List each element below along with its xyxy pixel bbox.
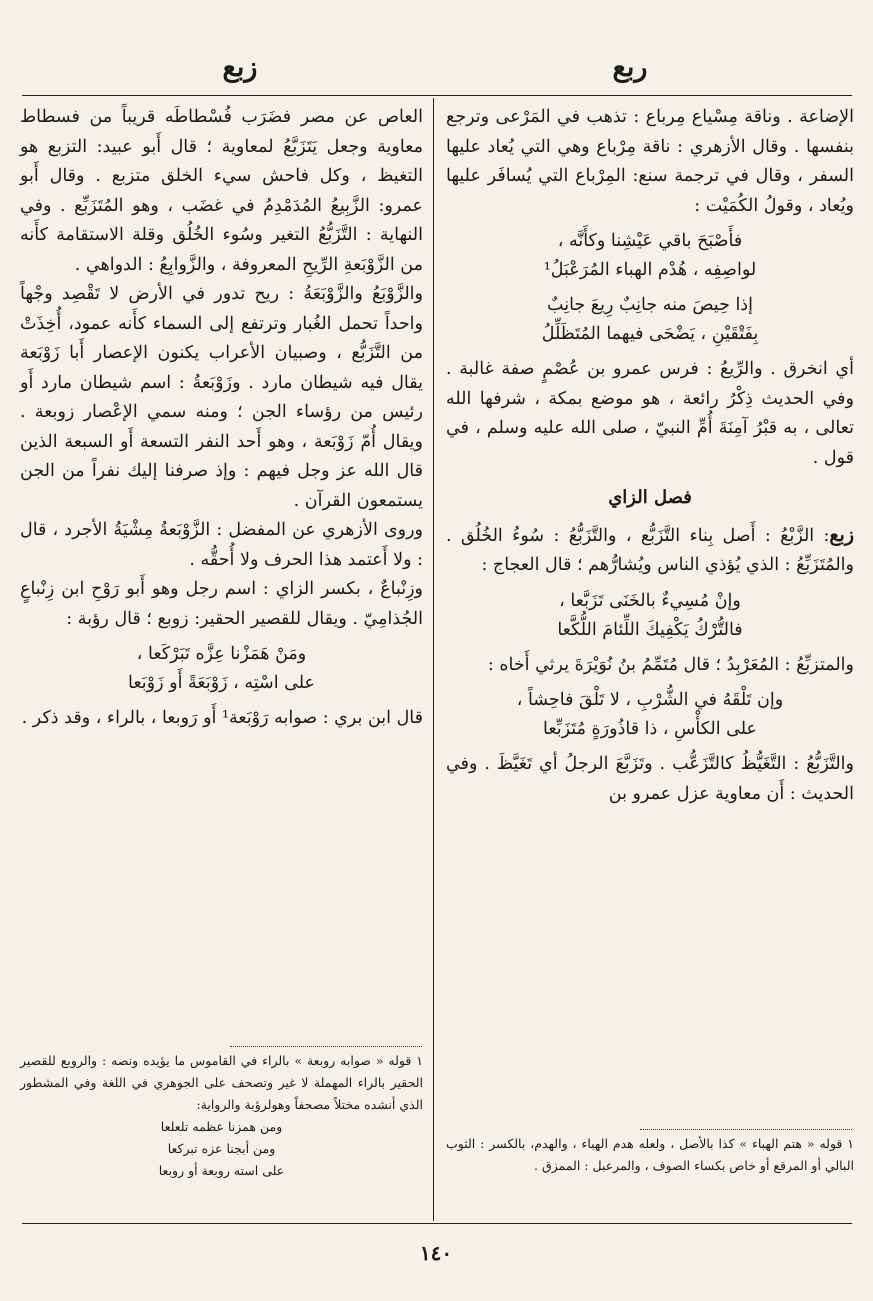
footnote-verse-line: ومن همزنا عظمه تلعلعا <box>160 1119 283 1134</box>
entry-text: : الزَّبْعُ : أَصل بِناء التَّزَبُّع ، والتَّزَبُّعُ : سُوءُ الخُلُق . والمُتَزَبِّعُ : الذي يُؤذي الناس ويُشارُّهم ؛ قال العجاج : <box>446 525 854 575</box>
left-column <box>20 103 423 734</box>
page-number: ١٤٠ <box>419 1241 453 1265</box>
paragraph: أي انخرق . والرِّيعُ : فرس عمرو بن عُصْمٍ صفة غالبة . وفي الحديث ذِكْرُ رائعة ، هو موضع بمكة ، شرفها الله تعالى ، به قبْرُ آمِنَةَ أُمِّ النبيّ ، صلى الله عليه وسلم ، في قول . <box>446 359 854 468</box>
verse-line: ومَنْ هَمَزْنا عِزَّه تَبَرْكَعا ، <box>136 644 307 664</box>
paragraph: وزِنْباعٌ ، بكسر الزاي : اسم رجل وهو أَبو رَوْحِ ابن زِنْباعٍ الجُذامِيّ . ويقال للقصير الحقير: زوبع ؛ قال رؤبة : <box>20 579 423 629</box>
footnote: ١ قوله « هتم الهباء » كذا بالأصل ، ولعله هدم الهباء ، والهدم، بالكسر : الثوب البالي أو المرقع أو خاص بكساء الصوف ، والمرعبل : الممزق . <box>446 1136 854 1173</box>
right-column <box>446 103 854 809</box>
verse-line: فأَصْبَحَ باقي عَيْشِنا وكأَنَّه ، <box>557 231 743 251</box>
footnote-verse-line: ومن أبجنا عزه تبركعا <box>167 1141 276 1156</box>
entry-headword: زبع <box>829 523 854 546</box>
footnote-rule <box>230 1046 422 1047</box>
header-rule <box>22 95 852 96</box>
paragraph: العاص عن مصر فضَرَب فُسْطاطَه قريباً من فسطاط معاوية وجعل يَتَزَبَّعُ لمعاوية ؛ قال أَبو عبيد: التزبع هو التغيظ ، وكل فاحش سيء الخلق متزبع . وقال أَبو عمرو: الزَّبِيعُ المُدَمْدِمُ في غضَب ، وهو المُتَزَبِّع . وفي النهاية : التَّزَبُّعُ التغير وسُوء الخُلُق وقلة الاستقامة كأَنه من الزَّوْبَعةِ الرِّيحِ المعروفة ، والزَّوابِعُ : الدواهي . <box>20 107 423 275</box>
verse <box>446 227 854 285</box>
verse <box>20 640 423 698</box>
verse <box>446 686 854 744</box>
paragraph: والمتزبِّعُ : المُعَرْبِدُ ؛ قال مُتَمِّمُ بنُ نُوَيْرَةَ يرثي أَخاه : <box>487 654 854 675</box>
paragraph: الإضاعة . وناقة مِسْياع مِرباع : تذهب في المَرْعى وترجع بنفسها . وقال الأزهري : ناقة مِرْباع وهي التي يُعاد عليها السفر ، وقال في ترجمة سنع: المِرْباع التي يُسافَر عليها ويُعاد ، وقولُ الكُمَيْت : <box>446 107 854 216</box>
verse-line: وإن تَلْقَهُ في الشُّرْبِ ، لا تَلْقَ فاحِشاً ، <box>516 690 784 710</box>
footnote-verse-line: على استه روبعة أو روبعا <box>158 1163 285 1178</box>
verse-line: وإنْ مُسِيءٌ بالخَنَى تَزَبَّعا ، <box>559 590 741 611</box>
verse-line: على اسْتِه ، زَوْبَعَةً أَو زَوْبَعا <box>128 673 315 693</box>
footnote-text: ١ قوله « صوابه روبعة » بالراء في القاموس ما يؤيده ونصه : والروبع للقصير الحقير بالراء المهملة لا غير وتصحف على الجوهري في اللغة وفي المشطور الذي أنشده مختلاً مصحفاً وهولرؤبة والرواية: <box>20 1053 423 1112</box>
paragraph: قال ابن بري : صوابه رَوْبَعة¹ أَو رَوبعا ، بالراء ، وقد ذكر . <box>21 708 423 728</box>
verse-line: بِفَتْقَيْنِ ، يَضْحَى فيهما المُتَظَلِّلُ <box>541 324 759 344</box>
verse-line: إذا حِيصَ منه جانِبٌ رِيعَ جانِبٌ <box>547 295 753 315</box>
entry-paragraph <box>446 521 854 581</box>
footer-rule <box>22 1223 852 1224</box>
verse <box>446 291 854 349</box>
paragraph: والزَّوْبَعُ والزَّوْبَعَةُ : ريح تدور في الأرض لا تَقْصِد وجْهاً واحداً تحمل الغُبار وترتفع إلى السماء كأَنه عمود، أُخِذَتْ من التَّزَبُّع ، وصبيان الأعراب يكنون الإعصار أَبا زَوْبَعة يقال فيه شيطان مارد . وزَوْبَعةُ : اسم شيطان مارد أَو رئيس من رؤساء الجن ؛ ومنه سمي الإعْصار زوبعة . ويقال أُمّ زَوْبَعة ، وهو أَحد النفر التسعة أَو السبعة الذين قال الله عز وجل فيهم : وإذ صرفنا إليك نفراً من الجن يستمعون القرآن . <box>20 284 423 511</box>
paragraph: والتَّزَبُّعُ : التَّغَيُّظُ كالتَّزَعُّب . وتَزَبَّعَ الرجلُ أي تَغَيَّظَ . وفي الحديث : أَن معاوية عزل عمرو بن <box>446 754 854 804</box>
footnote <box>20 1050 423 1182</box>
verse-line: فالتُّرْكُ يَكْفِيكَ اللِّئامَ اللُّكَّعا <box>557 619 743 640</box>
running-head-left: زبع <box>222 52 258 83</box>
column-divider <box>433 98 434 1221</box>
footnote-rule <box>640 1129 852 1130</box>
verse-line: على الكأْسِ ، ذا قاذُورَةٍ مُتَزَبِّعا <box>542 719 757 739</box>
verse-line: لواصِفِه ، هُدْم الهباء المُرَعْبَلُ¹ <box>543 260 757 280</box>
verse <box>446 587 854 645</box>
running-head-right: ربع <box>612 52 648 83</box>
section-title: فصل الزاي <box>608 487 692 508</box>
paragraph: وروى الأزهري عن المفضل : الزَّوْبَعةُ مِشْيَةُ الأجرد ، قال : ولا أَعتمد هذا الحرف ولا أُحقُّه . <box>20 520 423 570</box>
